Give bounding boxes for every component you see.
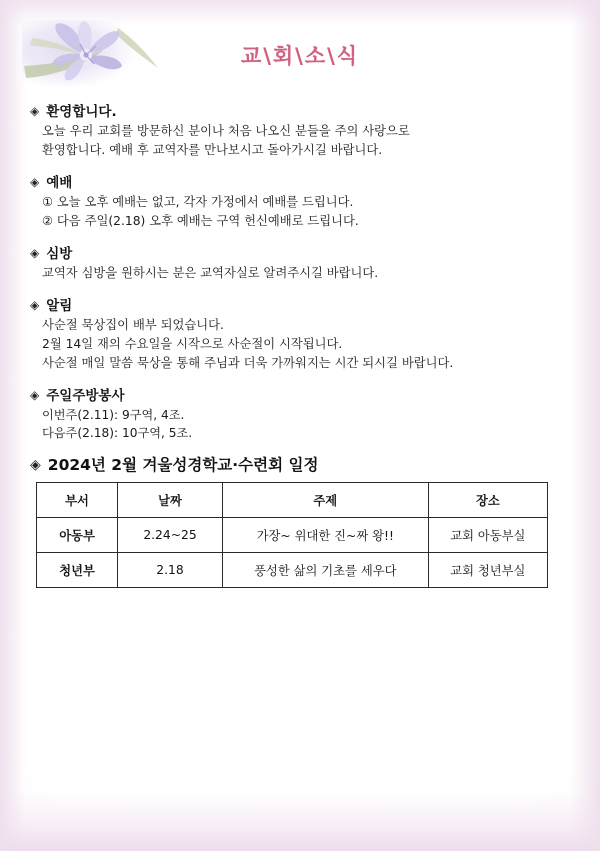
diamond-bullet-icon: ◈ bbox=[30, 388, 40, 402]
column-header-place: 장소 bbox=[428, 483, 547, 518]
section-title-text: 주일주방봉사 bbox=[46, 388, 125, 404]
schedule-table bbox=[36, 482, 548, 588]
cell-topic: 가장~ 위대한 진~짜 왕!! bbox=[222, 518, 428, 553]
document-header bbox=[0, 20, 600, 90]
diamond-bullet-icon: ◈ bbox=[30, 246, 40, 260]
section-winter-bible-school bbox=[30, 453, 574, 588]
cell-date: 2.18 bbox=[118, 553, 223, 588]
section-heading-worship bbox=[30, 171, 574, 191]
body-line: 오늘 우리 교회를 방문하신 분이나 처음 나오신 분들을 주의 사랑으로 bbox=[42, 124, 410, 138]
cell-place: 교회 아동부실 bbox=[428, 518, 547, 553]
schedule-table-wrapper bbox=[30, 482, 574, 588]
column-header-topic: 주제 bbox=[222, 483, 428, 518]
table-header bbox=[37, 483, 548, 518]
section-visitation bbox=[30, 242, 574, 283]
body-line: ① 오늘 오후 예배는 없고, 각자 가정에서 예배를 드립니다. bbox=[42, 195, 354, 209]
section-notice bbox=[30, 294, 574, 373]
cell-place: 교회 청년부실 bbox=[428, 553, 547, 588]
table-body bbox=[37, 518, 548, 588]
table-row bbox=[37, 518, 548, 553]
section-worship bbox=[30, 171, 574, 231]
section-title-text: 예배 bbox=[46, 175, 73, 191]
body-line: 이번주(2.11): 9구역, 4조. bbox=[42, 408, 185, 422]
section-lines-worship bbox=[30, 193, 574, 231]
section-lines-kitchen-service bbox=[30, 406, 574, 442]
section-lines-welcome bbox=[30, 122, 574, 160]
section-lines-visitation bbox=[30, 264, 574, 283]
section-heading-notice bbox=[30, 294, 574, 314]
section-kitchen-service bbox=[30, 384, 574, 442]
cell-date: 2.24~25 bbox=[118, 518, 223, 553]
diamond-bullet-icon: ◈ bbox=[30, 175, 40, 189]
table-row bbox=[37, 553, 548, 588]
body-line: 다음주(2.18): 10구역, 5조. bbox=[42, 426, 193, 440]
body-line: 2월 14일 재의 수요일을 시작으로 사순절이 시작됩니다. bbox=[42, 337, 343, 351]
body-line: ② 다음 주일(2.18) 오후 예배는 구역 헌신예배로 드립니다. bbox=[42, 214, 359, 228]
diamond-bullet-icon: ◈ bbox=[30, 457, 41, 473]
document-body bbox=[30, 100, 574, 599]
page-edge-bottom-gradient bbox=[0, 791, 600, 851]
body-line: 교역자 심방을 원하시는 분은 교역자실로 알려주시길 바랍니다. bbox=[42, 266, 379, 280]
body-line: 사순절 묵상집이 배부 되었습니다. bbox=[42, 318, 224, 332]
body-line: 환영합니다. 예배 후 교역자를 만나보시고 돌아가시길 바랍니다. bbox=[42, 143, 383, 157]
cell-topic: 풍성한 삶의 기초를 세우다 bbox=[222, 553, 428, 588]
body-line: 사순절 매일 말씀 묵상을 통해 주님과 더욱 가까워지는 시간 되시길 바랍니다. bbox=[42, 356, 454, 370]
section-title-text: 환영합니다. bbox=[46, 104, 117, 120]
section-lines-notice bbox=[30, 316, 574, 373]
table-header-row bbox=[37, 483, 548, 518]
section-heading-visitation bbox=[30, 242, 574, 262]
page-edge-right-gradient bbox=[570, 0, 600, 851]
page-title: 교\회\소\식 bbox=[240, 44, 360, 68]
section-heading-kitchen-service bbox=[30, 384, 574, 404]
column-header-date: 날짜 bbox=[118, 483, 223, 518]
section-heading-welcome bbox=[30, 100, 574, 120]
cell-dept: 청년부 bbox=[37, 553, 118, 588]
column-header-dept: 부서 bbox=[37, 483, 118, 518]
section-title-text: 심방 bbox=[46, 246, 73, 262]
section-heading-winter-bible-school bbox=[30, 453, 574, 475]
diamond-bullet-icon: ◈ bbox=[30, 298, 40, 312]
section-title-text: 알림 bbox=[46, 298, 73, 314]
section-welcome bbox=[30, 100, 574, 160]
cell-dept: 아동부 bbox=[37, 518, 118, 553]
page-edge-left-gradient bbox=[0, 0, 26, 851]
section-title-text: 2024년 2월 겨울성경학교·수련회 일정 bbox=[47, 456, 319, 474]
diamond-bullet-icon: ◈ bbox=[30, 104, 40, 118]
